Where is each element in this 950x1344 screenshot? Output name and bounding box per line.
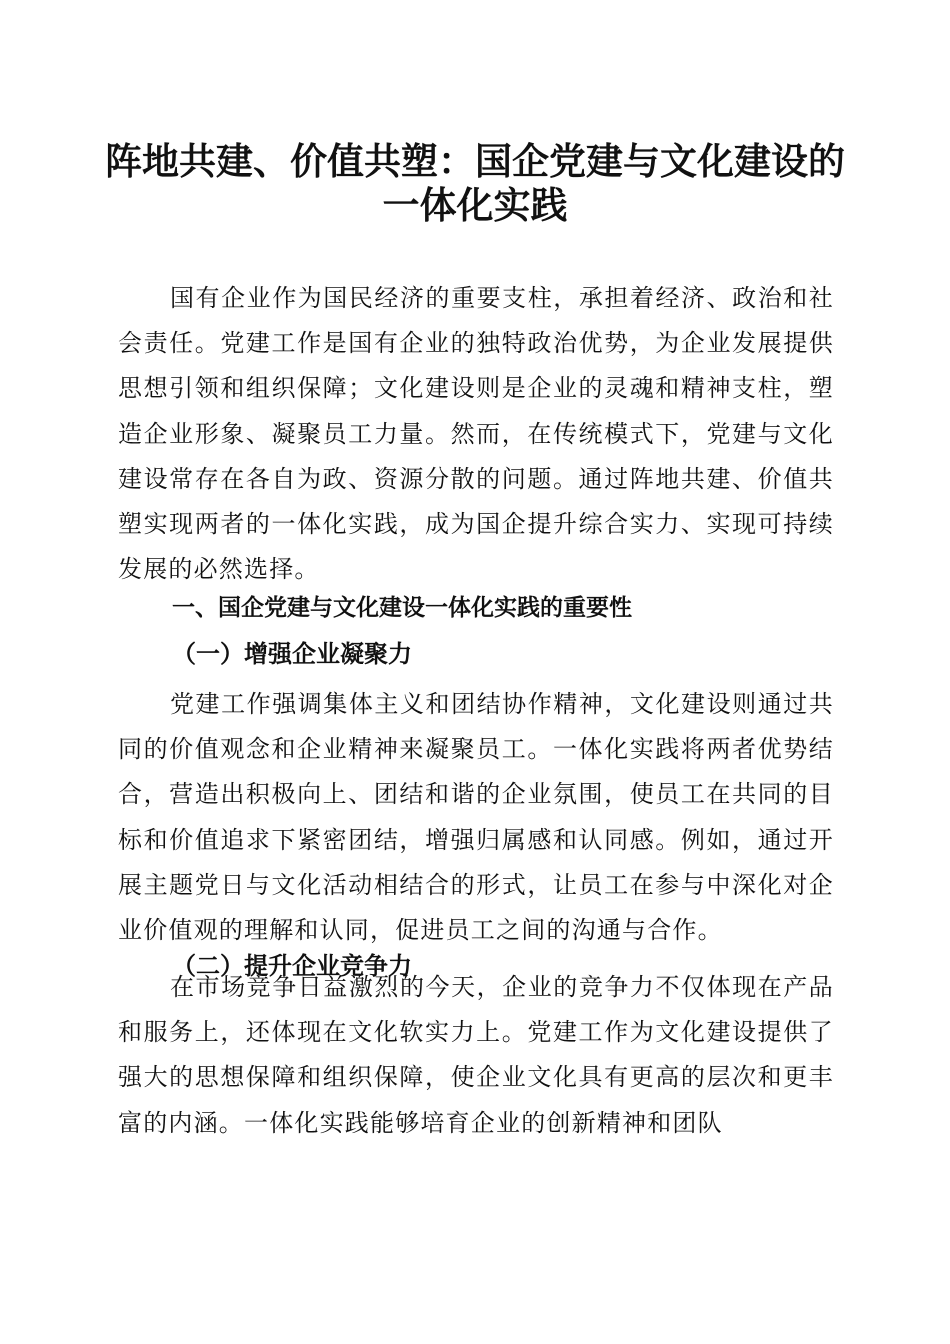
document-title-line-2: 一体化实践 [382,183,568,227]
section-1-heading: 一、国企党建与文化建设一体化实践的重要性 [172,595,632,621]
subsection-1-heading: （一）增强企业凝聚力 [172,639,412,668]
subsection-1-paragraph: 党建工作强调集体主义和团结协作精神，文化建设则通过共同的价值观念和企业精神来凝聚员工。一体化实践将两者优势结合，营造出积极向上、团结和谐的企业氛围，使员工在共同的目标和价值追求下紧密团结，增强归属感和认同感。例如，通过开展主题党日与文化活动相结合的形式，让员工在参与中深化对企业价值观的理解和认同，促进员工之间的沟通与合作。 [118,690,834,945]
subsection-2-paragraph: 在市场竞争日益激烈的今天，企业的竞争力不仅体现在产品和服务上，还体现在文化软实力上。党建工作为文化建设提供了强大的思想保障和组织保障，使企业文化具有更高的层次和更丰富的内涵。一体化实践能够培育企业的创新精神和团队 [118,973,834,1137]
document-title-line-1: 阵地共建、价值共塑：国企党建与文化建设的 [105,139,845,183]
subsection-2-heading: （二）提升企业竞争力 [172,951,412,980]
intro-paragraph: 国有企业作为国民经济的重要支柱，承担着经济、政治和社会责任。党建工作是国有企业的独特政治优势，为企业发展提供思想引领和组织保障；文化建设则是企业的灵魂和精神支柱，塑造企业形象、凝聚员工力量。然而，在传统模式下，党建与文化建设常存在各自为政、资源分散的问题。通过阵地共建、价值共塑实现两者的一体化实践，成为国企提升综合实力、实现可持续发展的必然选择。 [118,284,834,584]
